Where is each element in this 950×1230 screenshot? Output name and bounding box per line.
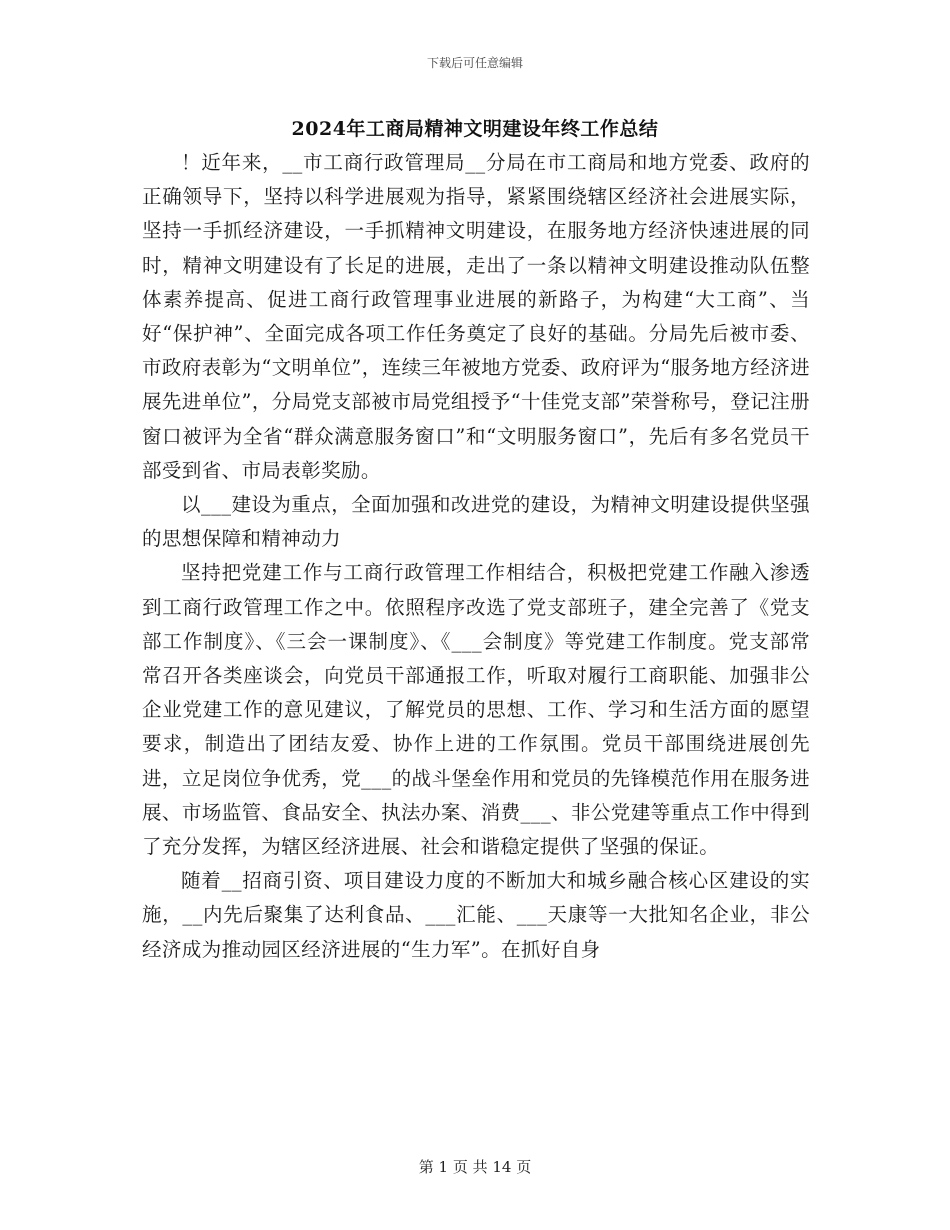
document-body (142, 146, 810, 967)
header-note: 下载后可任意编辑 (426, 56, 523, 70)
paragraph-1: ！近年来，__市工商行政管理局__分局在市工商局和地方党委、政府的正确领导下，坚持以科学进展观为指导，紧紧围绕辖区经济社会进展实际，坚持一手抓经济建设，一手抓精神文明建设，在服务地方经济快速进展的同时，精神文明建设有了长足的进展，走出了一条以精神文明建设推动队伍整体素养提高、促进工商行政管理事业进展的新路子，为构建“大工商”、当好“保护神”、全面完成各项工作任务奠定了良好的基础。分局先后被市委、市政府表彰为“文明单位”，连续三年被地方党委、政府评为“服务地方经济进展先进单位”，分局党支部被市局党组授予“十佳党支部”荣誉称号，登记注册窗口被评为全省“群众满意服务窗口”和“文明服务窗口”，先后有多名党员干部受到省、市局表彰奖励。 (142, 151, 810, 482)
page-number-footer: 第 1 页 共 14 页 (418, 1158, 532, 1176)
document-title: 2024年工商局精神文明建设年终工作总结 (291, 118, 659, 140)
paragraph-4: 随着__招商引资、项目建设力度的不断加大和城乡融合核心区建设的实施，__内先后聚集了达利食品、___汇能、___天康等一大批知名企业，非公经济成为推动园区经济进展的“生力军”。在抓好自身 (142, 869, 810, 961)
paragraph-2: 以___建设为重点，全面加强和改进党的建设，为精神文明建设提供坚强的思想保障和精神动力 (142, 493, 810, 551)
paragraph-3: 坚持把党建工作与工商行政管理工作相结合，积极把党建工作融入渗透到工商行政管理工作之中。依照程序改选了党支部班子，建全完善了《党支部工作制度》、《三会一课制度》、《___会制度》等党建工作制度。党支部常常召开各类座谈会，向党员干部通报工作，听取对履行工商职能、加强非公企业党建工作的意见建议，了解党员的思想、工作、学习和生活方面的愿望要求，制造出了团结友爱、协作上进的工作氛围。党员干部围绕进展创先进，立足岗位争优秀，党___的战斗堡垒作用和党员的先锋模范作用在服务进展、市场监管、食品安全、执法办案、消费___、非公党建等重点工作中得到了充分发挥，为辖区经济进展、社会和谐稳定提供了坚强的保证。 (142, 561, 810, 859)
